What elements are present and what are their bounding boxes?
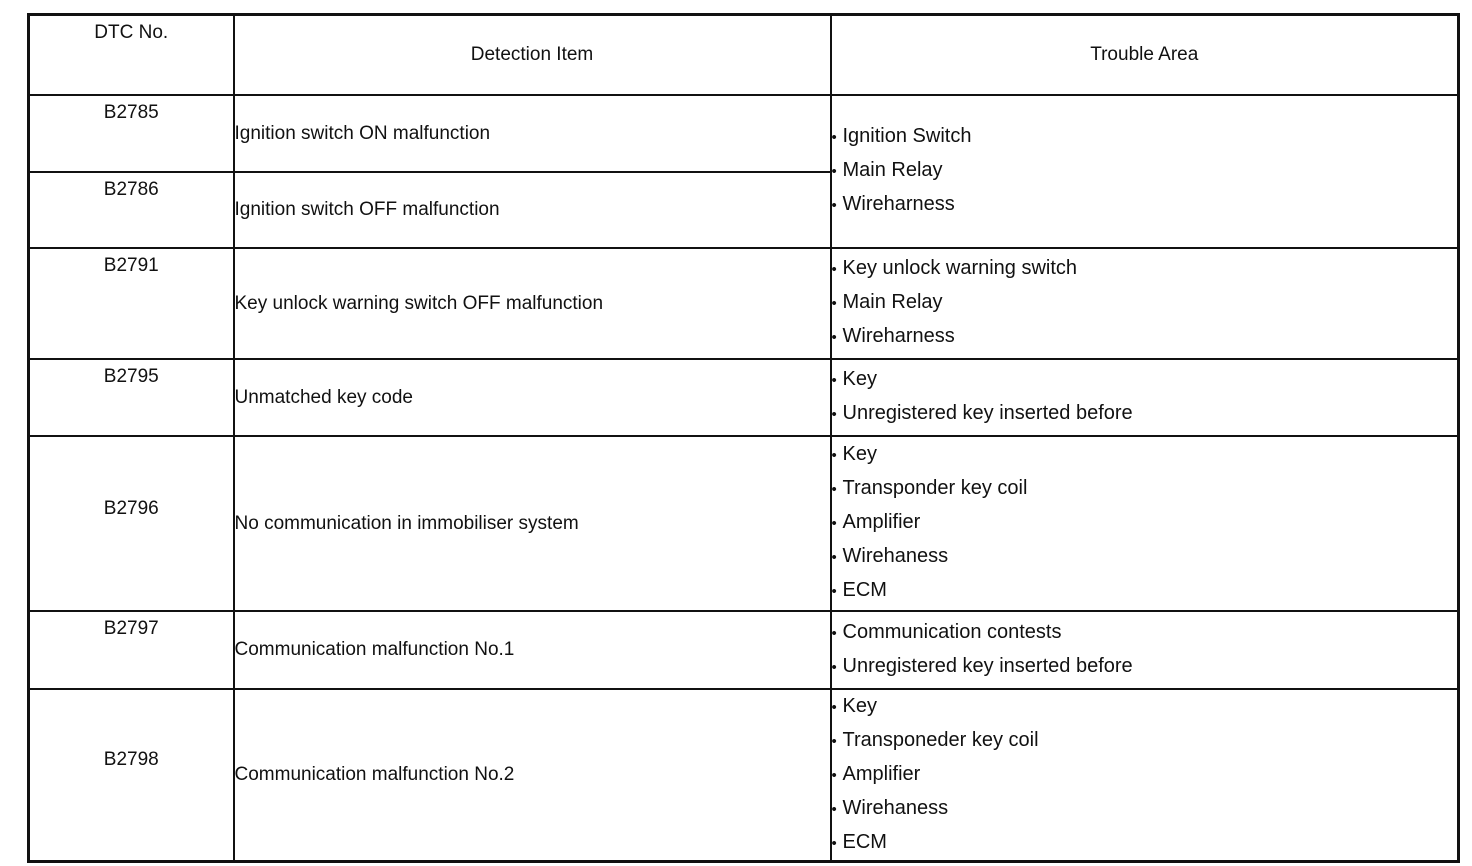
header-detection-item: Detection Item [234,15,831,95]
trouble-area-list [832,120,1458,222]
trouble-area-item: • Main Relay [832,286,1458,320]
trouble-area-item: • Amplifier [832,758,1458,792]
dtc-table [27,13,1460,863]
dtc-code: B2798 [29,689,234,862]
detection-item: Unmatched key code [234,359,831,436]
dtc-code: B2796 [29,436,234,611]
trouble-area-list [832,616,1458,684]
trouble-area-item: • Wireharness [832,320,1458,354]
dtc-code: B2785 [29,95,234,172]
trouble-area-item: • Ignition Switch [832,120,1458,154]
trouble-area [831,436,1459,611]
table-row [29,611,1459,689]
trouble-area [831,359,1459,436]
table-row [29,689,1459,862]
header-row [29,15,1459,95]
trouble-area [831,611,1459,689]
trouble-area-item: • ECM [832,826,1458,860]
table-row [29,95,1459,172]
table-row [29,436,1459,611]
header-dtc-no: DTC No. [29,15,234,95]
trouble-area [831,248,1459,359]
header-trouble-area: Trouble Area [831,15,1459,95]
trouble-area-item: • Communication contests [832,616,1458,650]
trouble-area-item: • Key [832,690,1458,724]
trouble-area-list [832,363,1458,431]
trouble-area-list [832,438,1458,608]
dtc-code: B2791 [29,248,234,359]
detection-item: Ignition switch OFF malfunction [234,172,831,248]
trouble-area-item: • Key [832,438,1458,472]
table-row [29,248,1459,359]
detection-item: Ignition switch ON malfunction [234,95,831,172]
trouble-area-item: • Transponder key coil [832,472,1458,506]
trouble-area-item: • Wireharness [832,188,1458,222]
trouble-area-item: • Wirehaness [832,540,1458,574]
dtc-code: B2786 [29,172,234,248]
trouble-area-item: • Unregistered key inserted before [832,397,1458,431]
trouble-area-item: • Key [832,363,1458,397]
detection-item: Communication malfunction No.1 [234,611,831,689]
trouble-area-list [832,252,1458,354]
trouble-area-item: • ECM [832,574,1458,608]
table-row [29,359,1459,436]
detection-item: No communication in immobiliser system [234,436,831,611]
detection-item: Key unlock warning switch OFF malfunction [234,248,831,359]
trouble-area [831,689,1459,862]
trouble-area-list [832,690,1458,860]
trouble-area-item: • Amplifier [832,506,1458,540]
dtc-code: B2797 [29,611,234,689]
dtc-table-sheet [27,13,1457,859]
trouble-area-item: • Unregistered key inserted before [832,650,1458,684]
detection-item: Communication malfunction No.2 [234,689,831,862]
trouble-area-item: • Key unlock warning switch [832,252,1458,286]
trouble-area-item: • Wirehaness [832,792,1458,826]
dtc-code: B2795 [29,359,234,436]
trouble-area [831,95,1459,248]
trouble-area-item: • Transponeder key coil [832,724,1458,758]
trouble-area-item: • Main Relay [832,154,1458,188]
